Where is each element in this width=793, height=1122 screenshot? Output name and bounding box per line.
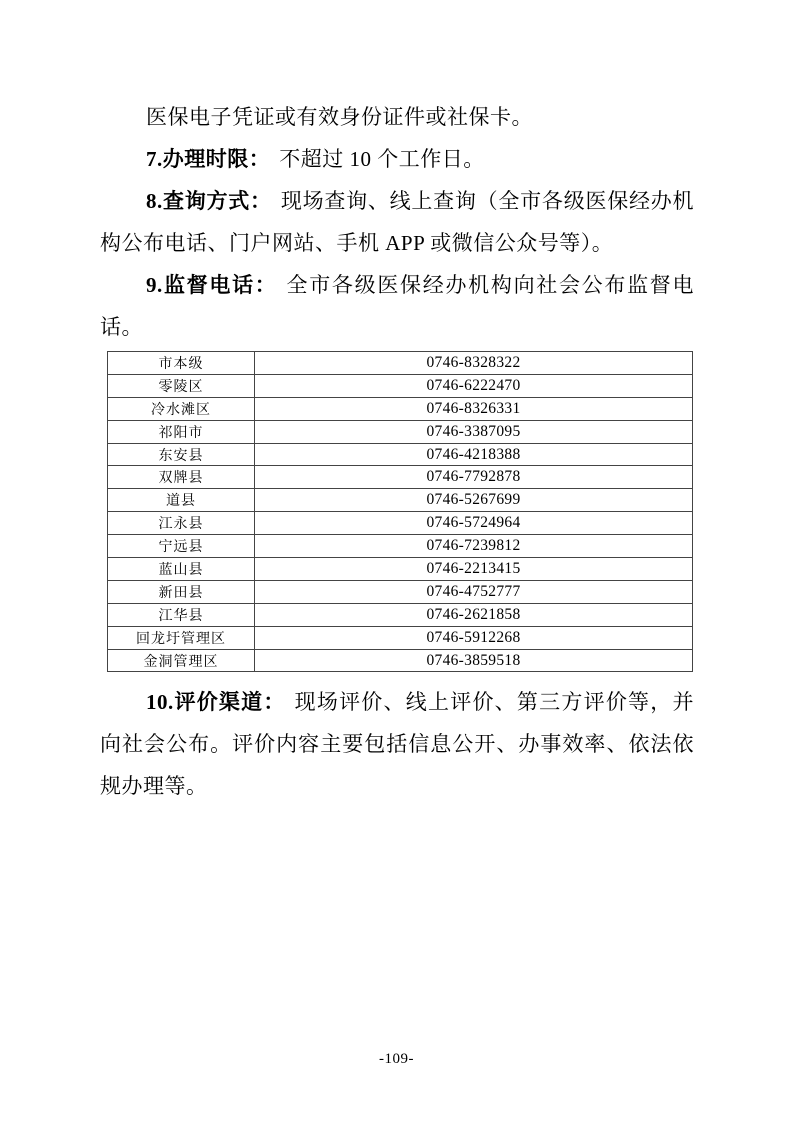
phone-cell: 0746-2213415	[255, 558, 693, 581]
region-cell: 金洞管理区	[108, 649, 255, 672]
document-content	[100, 96, 694, 807]
region-cell: 东安县	[108, 443, 255, 466]
phone-cell: 0746-3859518	[255, 649, 693, 672]
phone-cell: 0746-5267699	[255, 489, 693, 512]
phone-cell: 0746-7792878	[255, 466, 693, 489]
region-cell: 新田县	[108, 580, 255, 603]
section-8-label: 8.查询方式：	[146, 189, 272, 213]
phone-cell: 0746-6222470	[255, 374, 693, 397]
table-row	[108, 512, 693, 535]
region-cell: 冷水滩区	[108, 397, 255, 420]
section-7-label: 7.办理时限：	[146, 147, 271, 171]
phone-cell: 0746-8326331	[255, 397, 693, 420]
region-cell: 双牌县	[108, 466, 255, 489]
phone-cell: 0746-7239812	[255, 535, 693, 558]
region-cell: 零陵区	[108, 374, 255, 397]
phone-cell: 0746-4752777	[255, 580, 693, 603]
table-row	[108, 649, 693, 672]
phone-cell: 0746-3387095	[255, 420, 693, 443]
section-paragraph-7	[100, 138, 694, 180]
table-row	[108, 603, 693, 626]
table-row	[108, 420, 693, 443]
region-cell: 道县	[108, 489, 255, 512]
region-cell: 蓝山县	[108, 558, 255, 581]
table-row	[108, 489, 693, 512]
section-10-label: 10.评价渠道：	[146, 690, 286, 715]
phone-cell: 0746-4218388	[255, 443, 693, 466]
region-cell: 市本级	[108, 352, 255, 375]
section-9-label: 9.监督电话：	[146, 273, 278, 297]
region-cell: 宁远县	[108, 535, 255, 558]
table-row	[108, 443, 693, 466]
intro-text: 医保电子凭证或有效身份证件或社保卡。	[146, 105, 533, 129]
region-cell: 回龙圩管理区	[108, 626, 255, 649]
table-row	[108, 352, 693, 375]
supervision-phone-table	[107, 351, 693, 672]
table-row	[108, 466, 693, 489]
section-10-text: 现场评价、线上评价、第三方评价等，并向社会公布。评价内容主要包括信息公开、办事效率、依法依规办理等。	[100, 690, 695, 799]
phone-cell: 0746-2621858	[255, 603, 693, 626]
phone-cell: 0746-8328322	[255, 352, 693, 375]
intro-paragraph	[100, 96, 694, 138]
page-number: -109-	[379, 1051, 414, 1067]
region-cell: 祁阳市	[108, 420, 255, 443]
section-paragraph-10	[100, 681, 694, 807]
section-7-text: 不超过 10 个工作日。	[279, 147, 485, 171]
section-8-text: 现场查询、线上查询（全市各级医保经办机构公布电话、门户网站、手机 APP 或微信公众号等）。	[100, 189, 694, 255]
region-cell: 江永县	[108, 512, 255, 535]
phone-cell: 0746-5724964	[255, 512, 693, 535]
table-row	[108, 374, 693, 397]
table-row	[108, 558, 693, 581]
section-paragraph-8	[100, 180, 694, 264]
region-cell: 江华县	[108, 603, 255, 626]
section-paragraph-9	[100, 264, 694, 348]
table-row	[108, 397, 693, 420]
table-row	[108, 580, 693, 603]
section-9-text: 全市各级医保经办机构向社会公布监督电话。	[100, 273, 695, 339]
table-row	[108, 535, 693, 558]
phone-cell: 0746-5912268	[255, 626, 693, 649]
table-row	[108, 626, 693, 649]
